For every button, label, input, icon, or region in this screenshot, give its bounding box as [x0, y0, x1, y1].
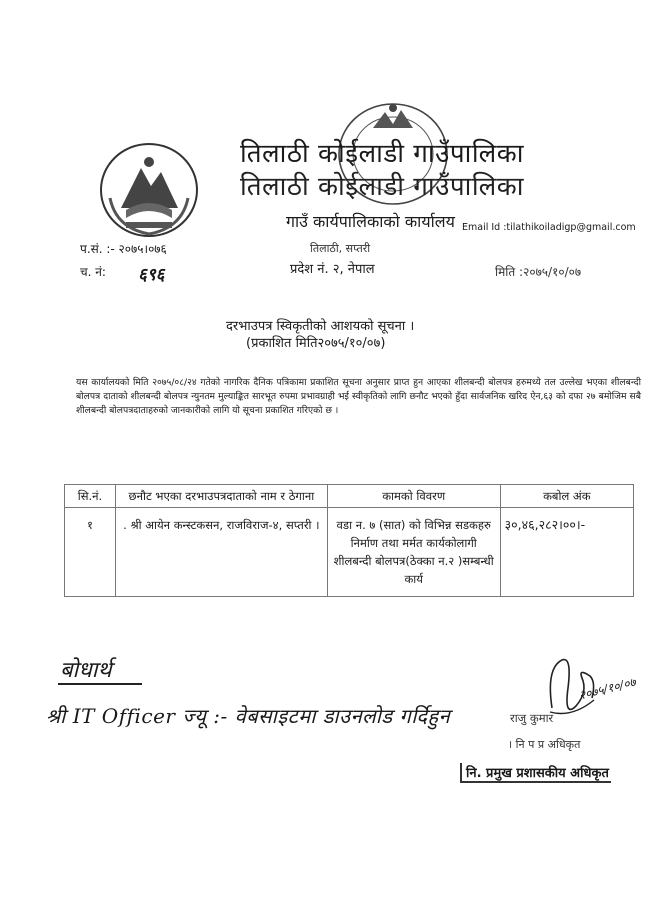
office-name: तिलाठी कोईलाडी गाउँपालिका — [240, 139, 524, 169]
dispatch-number: ६९६ — [138, 265, 165, 285]
reference-number: प.सं. :- २०७५।०७६ — [80, 242, 167, 256]
notice-published-date: (प्रकाशित मिति२०७५/१०/०७) — [246, 336, 386, 351]
signature-date: २०७५/१०/०७ — [577, 674, 638, 703]
office-province: प्रदेश नं. २, नेपाल — [290, 262, 375, 277]
signer-post: । नि प प्र अधिकृत — [508, 738, 581, 751]
header-sn: सि.नं. — [65, 485, 116, 508]
table-row — [65, 508, 634, 597]
office-subtitle: गाउँ कार्यपालिकाको कार्यालय — [286, 212, 455, 231]
cell-work: वडा न. ७ (सात) को विभिन्न सडकहरु निर्माण तथा मर्मत कार्यकोलागी शीलबन्दी बोलपत्र(ठेक्का न.२ )सम्बन्धी कार्य — [327, 508, 500, 597]
notice-body: यस कार्यालयको मिति २०७५/०८/२४ गतेको नागरिक दैनिक पत्रिकामा प्रकाशित सूचना अनुसार प्राप्त हुन आएका शीलबन्दी बोलपत्र हरुमध्ये तल उल्लेख भएका शीलबन्दी बोलपत्र दाताको शीलबन्दी बोलपत्र न्युनतम मुल्याङ्कित सारभूत रुपमा प्रभावग्राही भई स्वीकृतिको लागि छनौट भएको हुँदा सार्वजनिक खरिद ऐन,६३ को दफा २७ बमोजिम सबै शीलबन्दी बोलपत्रदाताहरुको जानकारीको लागि यो सूचना प्रकाशित गरिएको छ । — [76, 377, 641, 416]
header-work: कामको विवरण — [327, 485, 500, 508]
office-name-alt: तिलाठी कोईलाडी गाउँपालिका — [240, 172, 524, 202]
cc-note: श्री IT Officer ज्यू :- वेबसाइटमा डाउनलोड गर्दिहुन — [46, 704, 451, 728]
designation-stamp: नि. प्रमुख प्रशासकीय अधिकृत — [460, 763, 611, 783]
notice-title: दरभाउपत्र स्विकृतीको आशयको सूचना । — [226, 319, 415, 334]
cell-bidder: . श्री आयेन कन्स्टकसन, राजविराज-४, सप्तरी । — [115, 508, 327, 597]
bodhartha-underline — [58, 683, 142, 685]
signer-name: राजु कुमार — [510, 711, 554, 725]
email-address: Email Id :tilathikoiladigp@gmail.com — [462, 222, 636, 233]
cell-sn: १ — [65, 508, 116, 597]
selected-bidders-table — [64, 484, 634, 597]
issue-date: मिति :२०७५/१०/०७ — [495, 265, 582, 279]
header-bidder: छनौट भएका दरभाउपत्रदाताको नाम र ठेगाना — [115, 485, 327, 508]
dispatch-label: च. नं: — [80, 265, 106, 279]
nepal-emblem-icon — [96, 138, 202, 242]
bodhartha-label: बोधार्थ — [60, 658, 112, 683]
header-amount: कबोल अंक — [500, 485, 633, 508]
cell-amount: ३०,४६,२८२।००।- — [500, 508, 633, 597]
office-address: तिलाठी, सप्तरी — [310, 242, 371, 255]
table-header-row — [65, 485, 634, 508]
